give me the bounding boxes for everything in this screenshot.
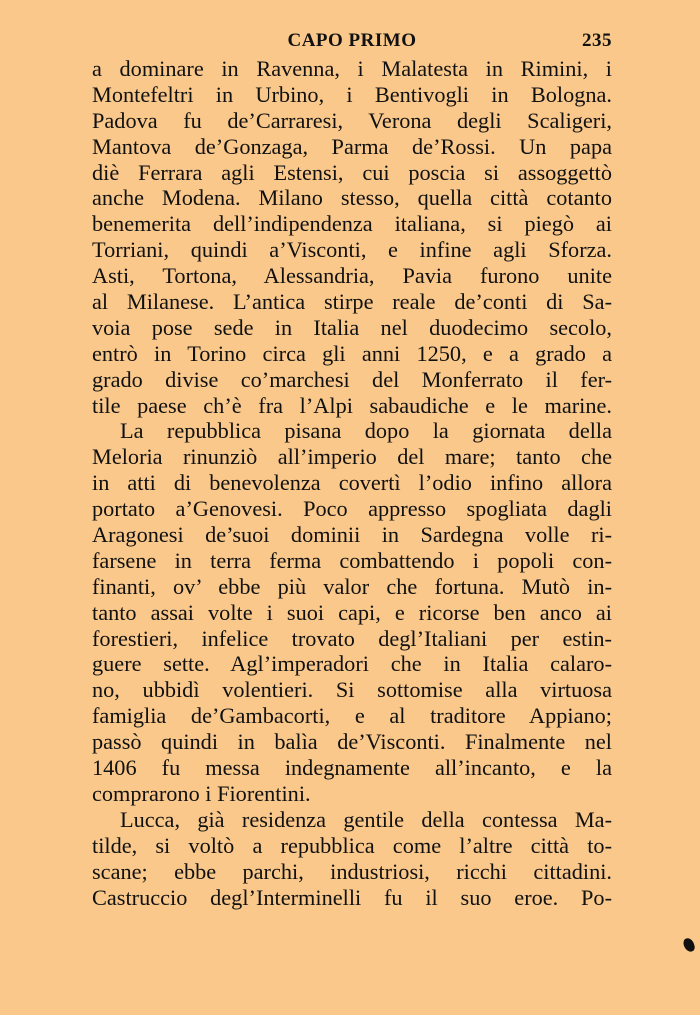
text-line: in atti di benevolenza covertì l’odio infino allora [92, 470, 612, 496]
text-line: guere sette. Agl’imperadori che in Italia calaro- [92, 651, 612, 677]
page-number: 235 [582, 30, 612, 51]
text-line: Mantova de’Gonzaga, Parma de’Rossi. Un papa [92, 133, 612, 159]
text-line: passò quindi in balìa de’Visconti. Finalmente nel [92, 729, 612, 755]
text-line: tilde, si voltò a repubblica come l’altre città to- [92, 832, 612, 858]
text-line: entrò in Torino circa gli anni 1250, e a grado a [92, 340, 612, 366]
running-head [92, 30, 612, 56]
chapter-title: CAPO PRIMO [287, 30, 417, 51]
text-line: comprarono i Fiorentini. [92, 780, 311, 806]
text-line: a dominare in Ravenna, i Malatesta in Rimini, i [92, 56, 612, 81]
text-line: Aragonesi de’suoi dominii in Sardegna volle ri- [92, 522, 612, 548]
text-line: no, ubbidì volentieri. Si sottomise alla virtuosa [92, 677, 612, 703]
text-line: Torriani, quindi a’Visconti, e infine agli Sforza. [92, 237, 612, 263]
text-line: Castruccio degl’Interminelli fu il suo eroe. Po- [92, 884, 612, 910]
text-line: finanti, ov’ ebbe più valor che fortuna. Mutò in- [92, 573, 612, 599]
text-line: scane; ebbe parchi, industriosi, ricchi cittadini. [92, 858, 612, 884]
ink-smudge [682, 937, 696, 954]
text-line: farsene in terra ferma combattendo i popoli con- [92, 547, 612, 573]
text-line: Montefeltri in Urbino, i Bentivogli in Bologna. [92, 81, 612, 107]
text-line: benemerita dell’indipendenza italiana, si piegò ai [92, 211, 612, 237]
text-line: Padova fu de’Carraresi, Verona degli Scaligeri, [92, 107, 612, 133]
text-line: 1406 fu messa indegnamente all’incanto, e la [92, 755, 612, 781]
text-line: diè Ferrara agli Estensi, cui poscia si assoggettò [92, 159, 612, 185]
text-line: famiglia de’Gambacorti, e al traditore Appiano; [92, 703, 612, 729]
text-line: tanto assai volte i suoi capi, e ricorse ben anco ai [92, 599, 612, 625]
text-line: Asti, Tortona, Alessandria, Pavia furono unite [92, 263, 612, 289]
text-line: voia pose sede in Italia nel duodecimo secolo, [92, 314, 612, 340]
text-line: tile paese ch’è fra l’Alpi sabaudiche e le marine. [92, 392, 612, 418]
text-line: La repubblica pisana dopo la giornata della [120, 418, 612, 444]
text-line: portato a’Genovesi. Poco appresso spogliata dagli [92, 496, 612, 522]
text-line: Lucca, già residenza gentile della contessa Ma- [120, 806, 612, 832]
text-line: Meloria rinunziò all’imperio del mare; tanto che [92, 444, 612, 470]
text-line: al Milanese. L’antica stirpe reale de’conti di Sa- [92, 289, 612, 315]
book-page [92, 30, 612, 910]
text-line: grado divise co’marchesi del Monferrato il fer- [92, 366, 612, 392]
body-text [92, 56, 612, 910]
text-line: forestieri, infelice trovato degl’Italiani per estin- [92, 625, 612, 651]
text-line: anche Modena. Milano stesso, quella città cotanto [92, 185, 612, 211]
